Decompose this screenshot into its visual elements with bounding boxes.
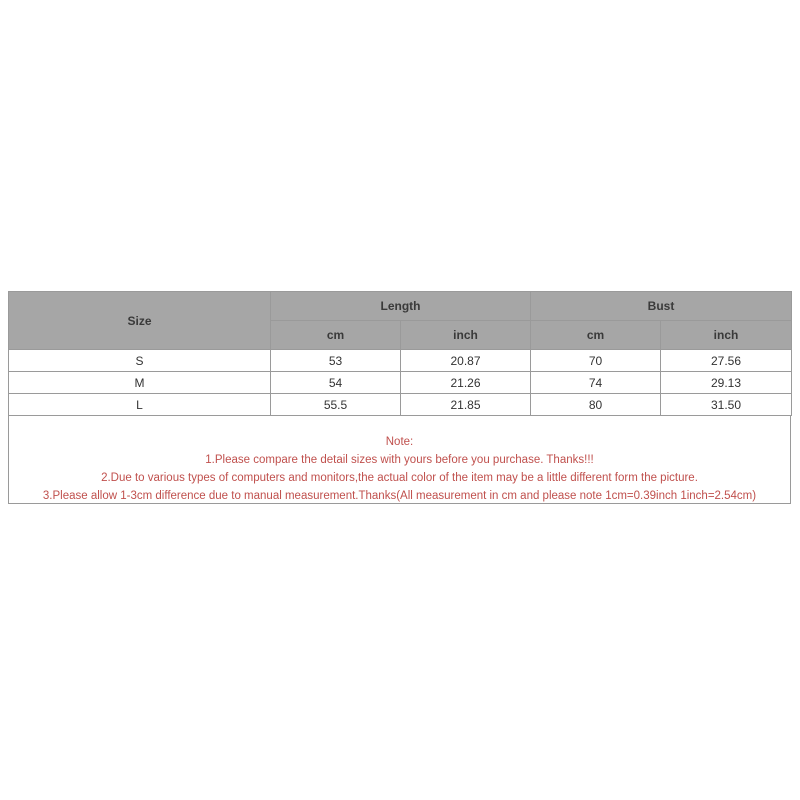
length-cm-header: cm (271, 321, 401, 350)
length-cm-cell: 53 (271, 350, 401, 372)
note-line-1: 1.Please compare the detail sizes with yours before you purchase. Thanks!!! (205, 454, 594, 466)
table-row (9, 350, 792, 372)
length-header: Length (271, 292, 531, 321)
bust-cm-header: cm (531, 321, 661, 350)
length-inch-cell: 20.87 (401, 350, 531, 372)
bust-cm-cell: 80 (531, 394, 661, 416)
bust-inch-cell: 31.50 (661, 394, 792, 416)
header-row-main (9, 292, 792, 321)
size-cell: L (9, 394, 271, 416)
size-cell: S (9, 350, 271, 372)
bust-inch-header: inch (661, 321, 792, 350)
length-cm-cell: 54 (271, 372, 401, 394)
size-cell: M (9, 372, 271, 394)
table-row (9, 394, 792, 416)
notes-text (9, 433, 790, 505)
bust-cm-cell: 70 (531, 350, 661, 372)
notes-box (8, 416, 791, 504)
size-chart (8, 291, 791, 504)
table-row (9, 372, 792, 394)
bust-cm-cell: 74 (531, 372, 661, 394)
length-inch-header: inch (401, 321, 531, 350)
note-title: Note: (385, 436, 414, 448)
bust-inch-cell: 29.13 (661, 372, 792, 394)
length-cm-cell: 55.5 (271, 394, 401, 416)
size-header: Size (9, 292, 271, 350)
size-table (8, 291, 792, 416)
note-line-2: 2.Due to various types of computers and monitors,the actual color of the item may be a little different form the picture. (101, 472, 698, 484)
bust-inch-cell: 27.56 (661, 350, 792, 372)
length-inch-cell: 21.26 (401, 372, 531, 394)
length-inch-cell: 21.85 (401, 394, 531, 416)
bust-header: Bust (531, 292, 792, 321)
note-line-3: 3.Please allow 1-3cm difference due to manual measurement.Thanks(All measurement in cm and please note 1cm=0.39inch 1inch=2.54cm) (42, 490, 757, 502)
